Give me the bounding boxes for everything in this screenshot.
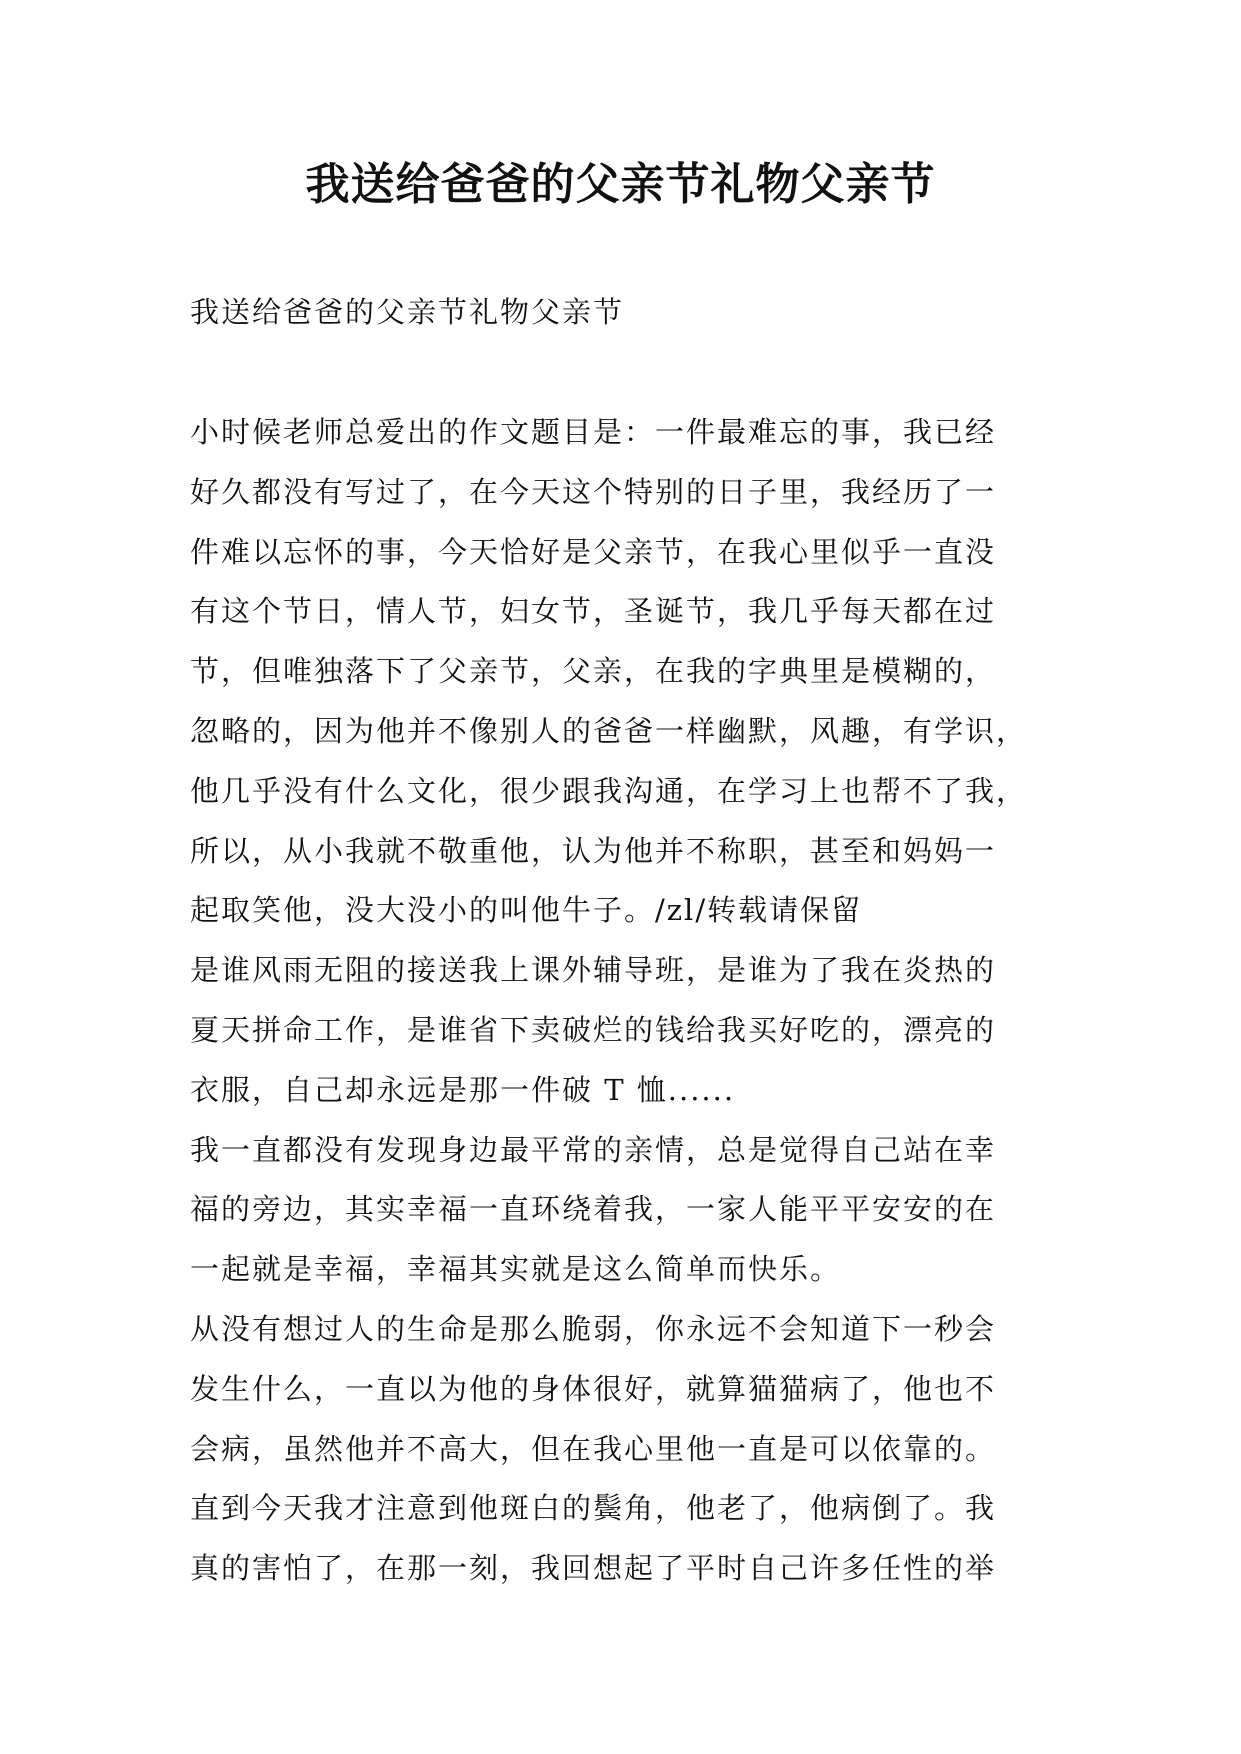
body-line: 发生什么，一直以为他的身体很好，就算猫猫病了，他也不 (190, 1371, 997, 1406)
body-line: 从没有想过人的生命是那么脆弱，你永远不会知道下一秒会 (190, 1311, 997, 1346)
body-line: 所以，从小我就不敬重他，认为他并不称职，甚至和妈妈一 (190, 833, 997, 868)
body-line: 是谁风雨无阻的接送我上课外辅导班，是谁为了我在炎热的 (190, 953, 997, 988)
document-subtitle: 我送给爸爸的父亲节礼物父亲节 (190, 295, 625, 329)
body-line: 衣服，自己却永远是那一件破 T 恤...... (190, 1072, 736, 1107)
body-line: 一起就是幸福，幸福其实就是这么简单而快乐。 (190, 1252, 842, 1287)
body-line: 夏天拼命工作，是谁省下卖破烂的钱给我买好吃的，漂亮的 (190, 1012, 997, 1047)
document-title: 我送给爸爸的父亲节礼物父亲节 (305, 159, 936, 210)
body-line: 起取笑他，没大没小的叫他牛子。/zl/转载请保留 (190, 893, 863, 928)
body-line: 件难以忘怀的事，今天恰好是父亲节，在我心里似乎一直没 (190, 534, 997, 569)
body-line: 忽略的，因为他并不像别人的爸爸一样幽默，风趣，有学识， (190, 713, 1028, 748)
body-line: 小时候老师总爱出的作文题目是：一件最难忘的事，我已经 (190, 415, 997, 449)
body-line: 会病，虽然他并不高大，但在我心里他一直是可以依靠的。 (190, 1431, 997, 1466)
body-line: 有这个节日，情人节，妇女节，圣诞节，我几乎每天都在过 (190, 594, 997, 629)
body-line: 节，但唯独落下了父亲节，父亲，在我的字典里是模糊的， (190, 654, 997, 689)
body-line: 好久都没有写过了，在今天这个特别的日子里，我经历了一 (190, 474, 997, 509)
document-body (190, 403, 1090, 1599)
body-line: 真的害怕了，在那一刻，我回想起了平时自己许多任性的举 (190, 1551, 997, 1586)
body-line: 直到今天我才注意到他斑白的鬓角，他老了，他病倒了。我 (190, 1491, 997, 1526)
body-line: 他几乎没有什么文化，很少跟我沟通，在学习上也帮不了我， (190, 773, 1028, 808)
body-line: 福的旁边，其实幸福一直环绕着我，一家人能平平安安的在 (190, 1192, 997, 1227)
body-line: 我一直都没有发现身边最平常的亲情，总是觉得自己站在幸 (190, 1132, 997, 1167)
